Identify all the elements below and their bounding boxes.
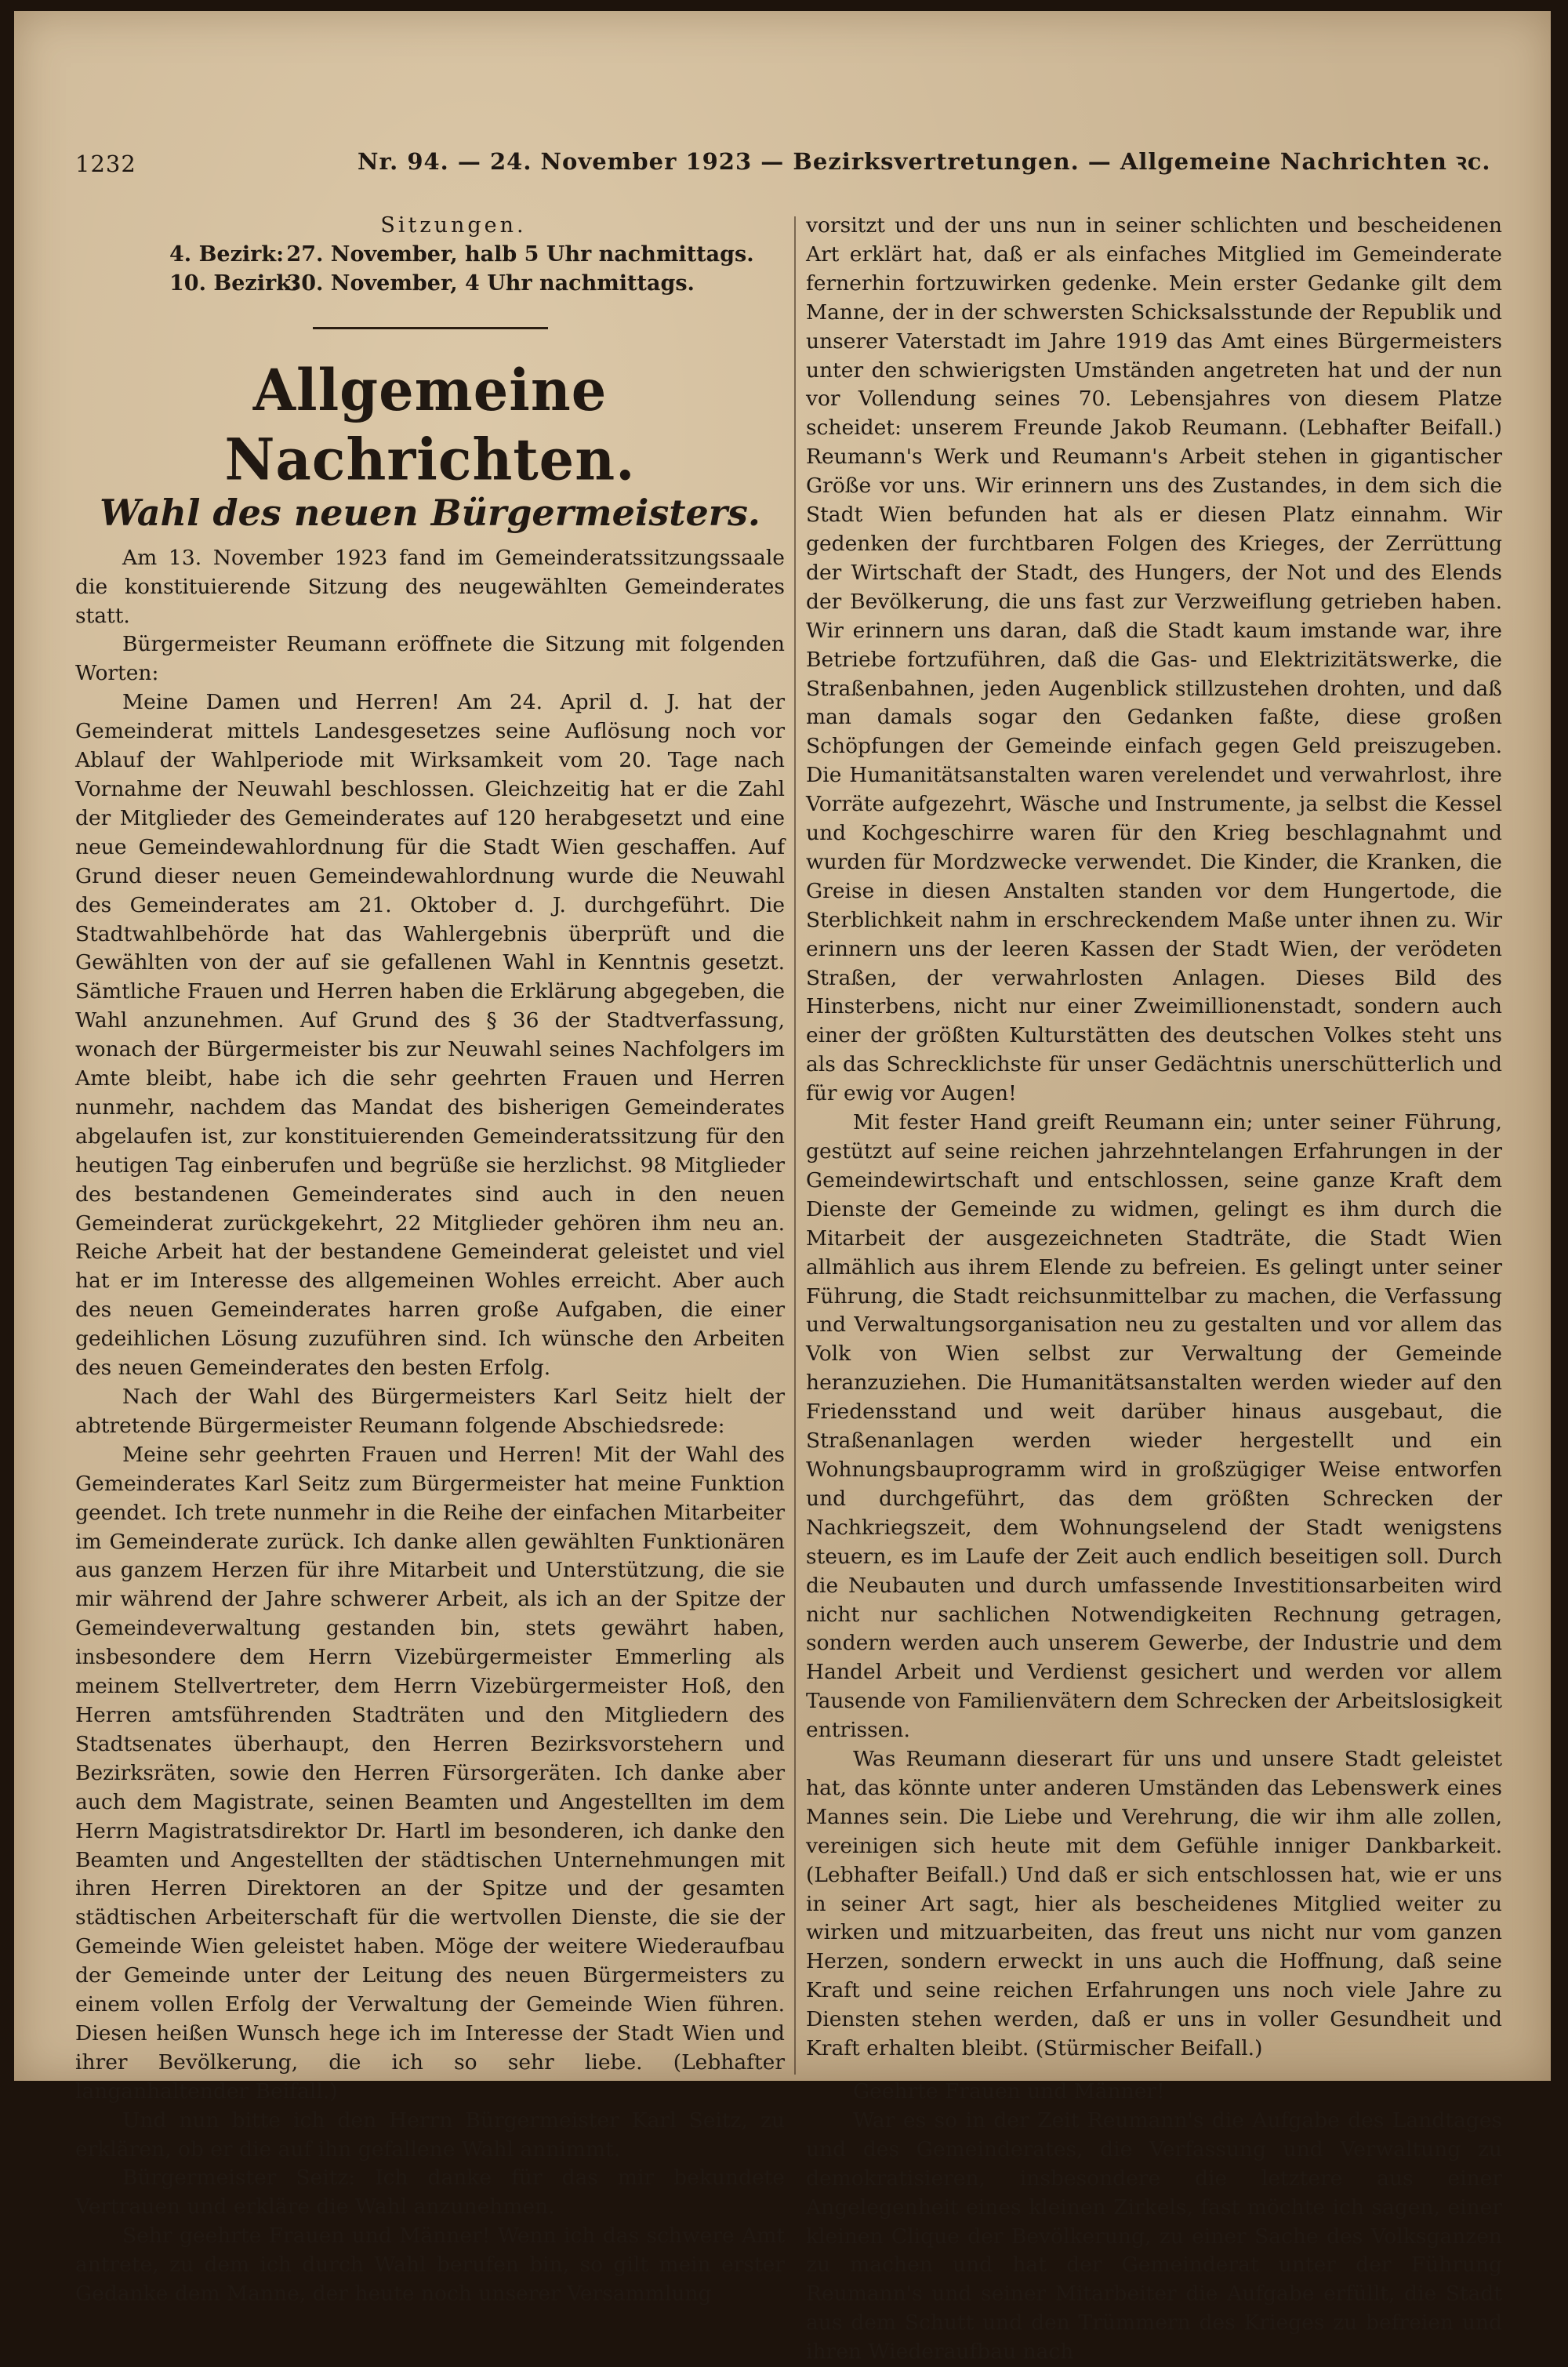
article-paragraph: Meine Damen und Herren! Am 24. April d. J. hat der Gemeinderat mittels Landesgesetzes seine Auflösung noch vor Ablauf der Wahlperiode mit Wirksamkeit vom 20. Tage nach Vornahme der Neuwahl beschlossen. Gleichzeitig hat er die Zahl der Mitglieder des Gemeinderates auf 120 herabgesetzt und eine neue Gemeindewahlordnung für die Stadt Wien geschaffen. Auf Grund dieser neuen Gemeindewahlordnung wurde die Neuwahl des Gemeinderates am 21. Oktober d. J. durchgeführt. Die Stadtwahlbehörde hat das Wahlergebnis überprüft und die Gewählten von der auf sie gefallenen Wahl in Kenntnis gesetzt. Sämtliche Frauen und Herren haben die Erklärung abgegeben, die Wahl anzunehmen. Auf Grund des § 36 der Stadtverfassung, wonach der Bürgermeister bis zur Neuwahl seines Nachfolgers im Amte bleibt, habe ich die sehr geehrten Frauen und Herren nunmehr, nachdem das Mandat des bisherigen Gemeinderates abgelaufen ist, zur konstituierenden Gemeinderatssitzung für den heutigen Tag einberufen und begrüße sie herzlichst. 98 Mitglieder des bestandenen Gemeinderates sind auch in den neuen Gemeinderat zurückgekehrt, 22 Mitglieder gehören ihm neu an. Reiche Arbeit hat der bestandene Gemeinderat geleistet und viel hat er im Interesse des allgemeinen Wohles erreicht. Aber auch des neuen Gemeinderates harren große Aufgaben, die einer gedeihlichen Lösung zuzuführen sind. Ich wünsche den Arbeiten des neuen Gemeinderates den besten Erfolg. [75,690,785,1381]
section-divider [313,327,548,329]
column-rule [794,216,796,2075]
section-heading: Allgemeine Nachrichten. [224,355,636,493]
article-paragraph: Sehr geehrte Frauen und Männer! Wenn ich das schwere Amt antrete, zu dem ich durch Wahl berufen bin, so gilt mein erster Gedanke dem Manne, der heute noch unserer Versammlung [75,2224,785,2307]
article-paragraph: Und nun bitte ich den Herrn Bürgermeister Karl Seitz, zu erklären, ob er die auf ihn gefallene Wahl annimmt. [75,2107,785,2162]
sitzung-text: 27. November, halb 5 Uhr nachmittags. [286,241,754,267]
sitzung-text: 30. November, 4 Uhr nachmittags. [286,270,695,296]
article-paragraph: Bürgermeister Reumann eröffnete die Sitzung mit folgenden Worten: [75,632,785,686]
running-title: Nr. 94. — 24. November 1923 — Bezirksvertretungen. — Allgemeine Nachrichten ꝛc. [358,148,1491,175]
page-header [75,136,1519,176]
article-title: Wahl des neuen Bürgermeisters. [100,491,760,534]
sitzung-entry [75,270,785,299]
left-column [75,212,785,2309]
article-paragraph: Bürgermeister Seitz: Ich danke für das mir bekundete Vertrauen und erkläre die Wahl anzunehmen. [75,2166,785,2220]
article-paragraph: Geehrte Frauen und Männer! [853,2079,1165,2104]
newspaper-page [14,11,1551,2365]
page-number: 1232 [75,151,136,177]
sitzung-label: 4. Bezirk: [169,241,285,267]
article-paragraph: Was Reumann dieserart für uns und unsere Stadt geleistet hat, das könnte unter anderen Umständen das Lebenswerk eines Mannes sein. Die Liebe und Verehrung, die wir ihm alle zollen, vereinigen sich heute mit dem Gefühle inniger Dankbarkeit. (Lebhafter Beifall.) Und daß er sich entschlossen hat, wie er uns in seiner Art sagt, hier als bescheidenes Mitglied weiter zu wirken und mitzuarbeiten, das freut uns nicht nur vom ganzen Herzen, sondern erweckt in uns auch die Hoffnung, daß seine Kraft und seine reichen Erfahrungen uns noch viele Jahre zu Diensten stehen werden, daß er uns in voller Gesundheit und Kraft erhalten bleibt. (Stürmischer Beifall.) [806,1747,1502,2061]
article-paragraph: Nach der Wahl des Bürgermeisters Karl Seitz hielt der abtretende Bürgermeister Reumann folgende Abschiedsrede: [75,1385,785,1438]
article-paragraph: War es so in der Zeit Reumann's die Aufgabe des Landtages und des Gemeinderates, die Verfassung und Verwaltung zu demokratisieren, insbesondere die letztere aus einer Angelegenheit eines kleinen Zirkels, fast möchte ich sagen, einer kleinen Clique der Bevölkerung, zu einer Sache des Volksganzen zu machen und hat der Gemeinderat unter der Führung Reumann's und seiner Mitarbeiter die Aufgabe erfüllt, die Stadt aus dem Schutt und den Trümmern des Krieges zu befreien und ihren Wiederaufbau nach [806,2107,1502,2365]
article-paragraph: Am 13. November 1923 fand im Gemeinderatssitzungssaale die konstituierende Sitzung des neugewählten Gemeinderates statt. [75,545,785,628]
sitzung-label: 10. Bezirk: [169,270,299,296]
sitzung-entry [75,241,785,270]
sitzungen-title: Sitzungen. [380,213,527,238]
article-paragraph: Mit fester Hand greift Reumann ein; unter seiner Führung, gestützt auf seine reichen jahrzehntelangen Erfahrungen in der Gemeindewirtschaft und entschlossen, seine ganze Kraft dem Dienste der Gemeinde zu widmen, gelingt es ihm durch die Mitarbeit der ausgezeichneten Stadträte, die Stadt Wien allmählich aus ihrem Elende zu befreien. Es gelingt unter seiner Führung, die Stadt reichsunmittelbar zu machen, die Verfassung und Verwaltungsorganisation neu zu gestalten und vor allem das Volk von Wien selbst zur Verwaltung der Gemeinde heranzuziehen. Die Humanitätsanstalten werden wieder auf den Friedensstand und weit darüber hinaus ausgebaut, die Straßenanlagen werden wieder hergestellt und ein Wohnungsbauprogramm wird in großzügiger Weise entworfen und durchgeführt, das dem größten Schrecken der Nachkriegszeit, dem Wohnungselend der Stadt wenigstens steuern, es im Laufe der Zeit auch endlich beseitigen soll. Durch die Neubauten und durch umfassende Investitionsarbeiten wird nicht nur sachlichen Notwendigkeiten Rechnung getragen, sondern werden auch unserem Gewerbe, der Industrie und dem Handel Arbeit und Verdienst gesichert und werden vor allem Tausende von Familienvätern dem Schrecken der Arbeitslosigkeit entrissen. [806,1110,1502,1743]
article-paragraph: Meine sehr geehrten Frauen und Herren! Mit der Wahl des Gemeinderates Karl Seitz zum Bürgermeister hat meine Funktion geendet. Ich trete nunmehr in die Reihe der einfachen Mitarbeiter im Gemeinderate zurück. Ich danke allen gewählten Funktionären aus ganzem Herzen für ihre Mitarbeit und Unterstützung, die sie mir während der Jahre schwerer Arbeit, als ich an der Spitze der Gemeindeverwaltung gestanden bin, stets gewährt haben, insbesondere dem Herrn Vizebürgermeister Emmerling als meinem Stellvertreter, dem Herrn Vizebürgermeister Hoß, den Herren amtsführenden Stadträten und den Mitgliedern des Stadtsenates überhaupt, den Herren Bezirksvorstehern und Bezirksräten, sowie den Herren Fürsorgeräten. Ich danke aber auch dem Magistrate, seinen Beamten und Angestellten im dem Herrn Magistratsdirektor Dr. Hartl im besonderen, ich danke den Beamten und Angestellten der städtischen Unternehmungen mit ihren Herren Direktoren an der Spitze und der gesamten städtischen Arbeiterschaft für die wertvollen Dienste, die sie der Gemeinde Wien geleistet haben. Möge der weitere Wiederaufbau der Gemeinde unter der Leitung des neuen Bürgermeisters zu einem vollen Erfolg der Verwaltung der Gemeinde Wien führen. Diesen heißen Wunsch hege ich im Interesse der Stadt Wien und ihrer Bevölkerung, die ich so sehr liebe. (Lebhafter langanhaltender Beifall.) [75,1442,785,2104]
article-paragraph: vorsitzt und der uns nun in seiner schlichten und bescheidenen Art erklärt hat, daß er als einfaches Mitglied im Gemeinderate fernerhin fortzuwirken gedenke. Mein erster Gedanke gilt dem Manne, der in der schwersten Schicksalsstunde der Republik und unserer Vaterstadt im Jahre 1919 das Amt eines Bürgermeisters unter den schwierigsten Umständen angetreten hat und der nun vor Vollendung seines 70. Lebensjahres von diesem Platze scheidet: unserem Freunde Jakob Reumann. (Lebhafter Beifall.) Reumann's Werk und Reumann's Arbeit stehen in gigantischer Größe vor uns. Wir erinnern uns des Zustandes, in dem sich die Stadt Wien befunden hat als er diesen Platz einnahm. Wir gedenken der furchtbaren Folgen des Krieges, der Zerrüttung der Wirtschaft der Stadt, des Hungers, der Not und des Elends der Bevölkerung, die uns fast zur Verzweiflung getrieben haben. Wir erinnern uns daran, daß die Stadt kaum imstande war, ihre Betriebe fortzuführen, daß die Gas- und Elektrizitätswerke, die Straßenbahnen, jeden Augenblick stillzustehen drohten, und daß man damals sogar den Gedanken faßte, diese großen Schöpfungen der Gemeinde einfach gegen Geld preiszugeben. Die Humanitätsanstalten waren verelendet und verwahrlost, ihre Vorräte aufgezehrt, Wäsche und Instrumente, ja selbst die Kessel und Kochgeschirre waren für den Krieg beschlagnahmt und wurden für Mordzwecke verwendet. Die Kinder, die Kranken, die Greise in diesen Anstalten standen vor dem Hungertode, die Sterblichkeit nahm in erschreckendem Maße unter ihnen zu. Wir erinnern uns der leeren Kassen der Stadt Wien, der verödeten Straßen, der verwahrlosten Anlagen. Dieses Bild des Hinsterbens, nicht nur einer Zweimillionenstadt, sondern auch einer der größten Kulturstätten des deutschen Volkes steht uns als das Schrecklichste für unser Gedächtnis unerschütterlich und für ewig vor Augen! [806,213,1502,1106]
right-column [806,212,1502,2367]
